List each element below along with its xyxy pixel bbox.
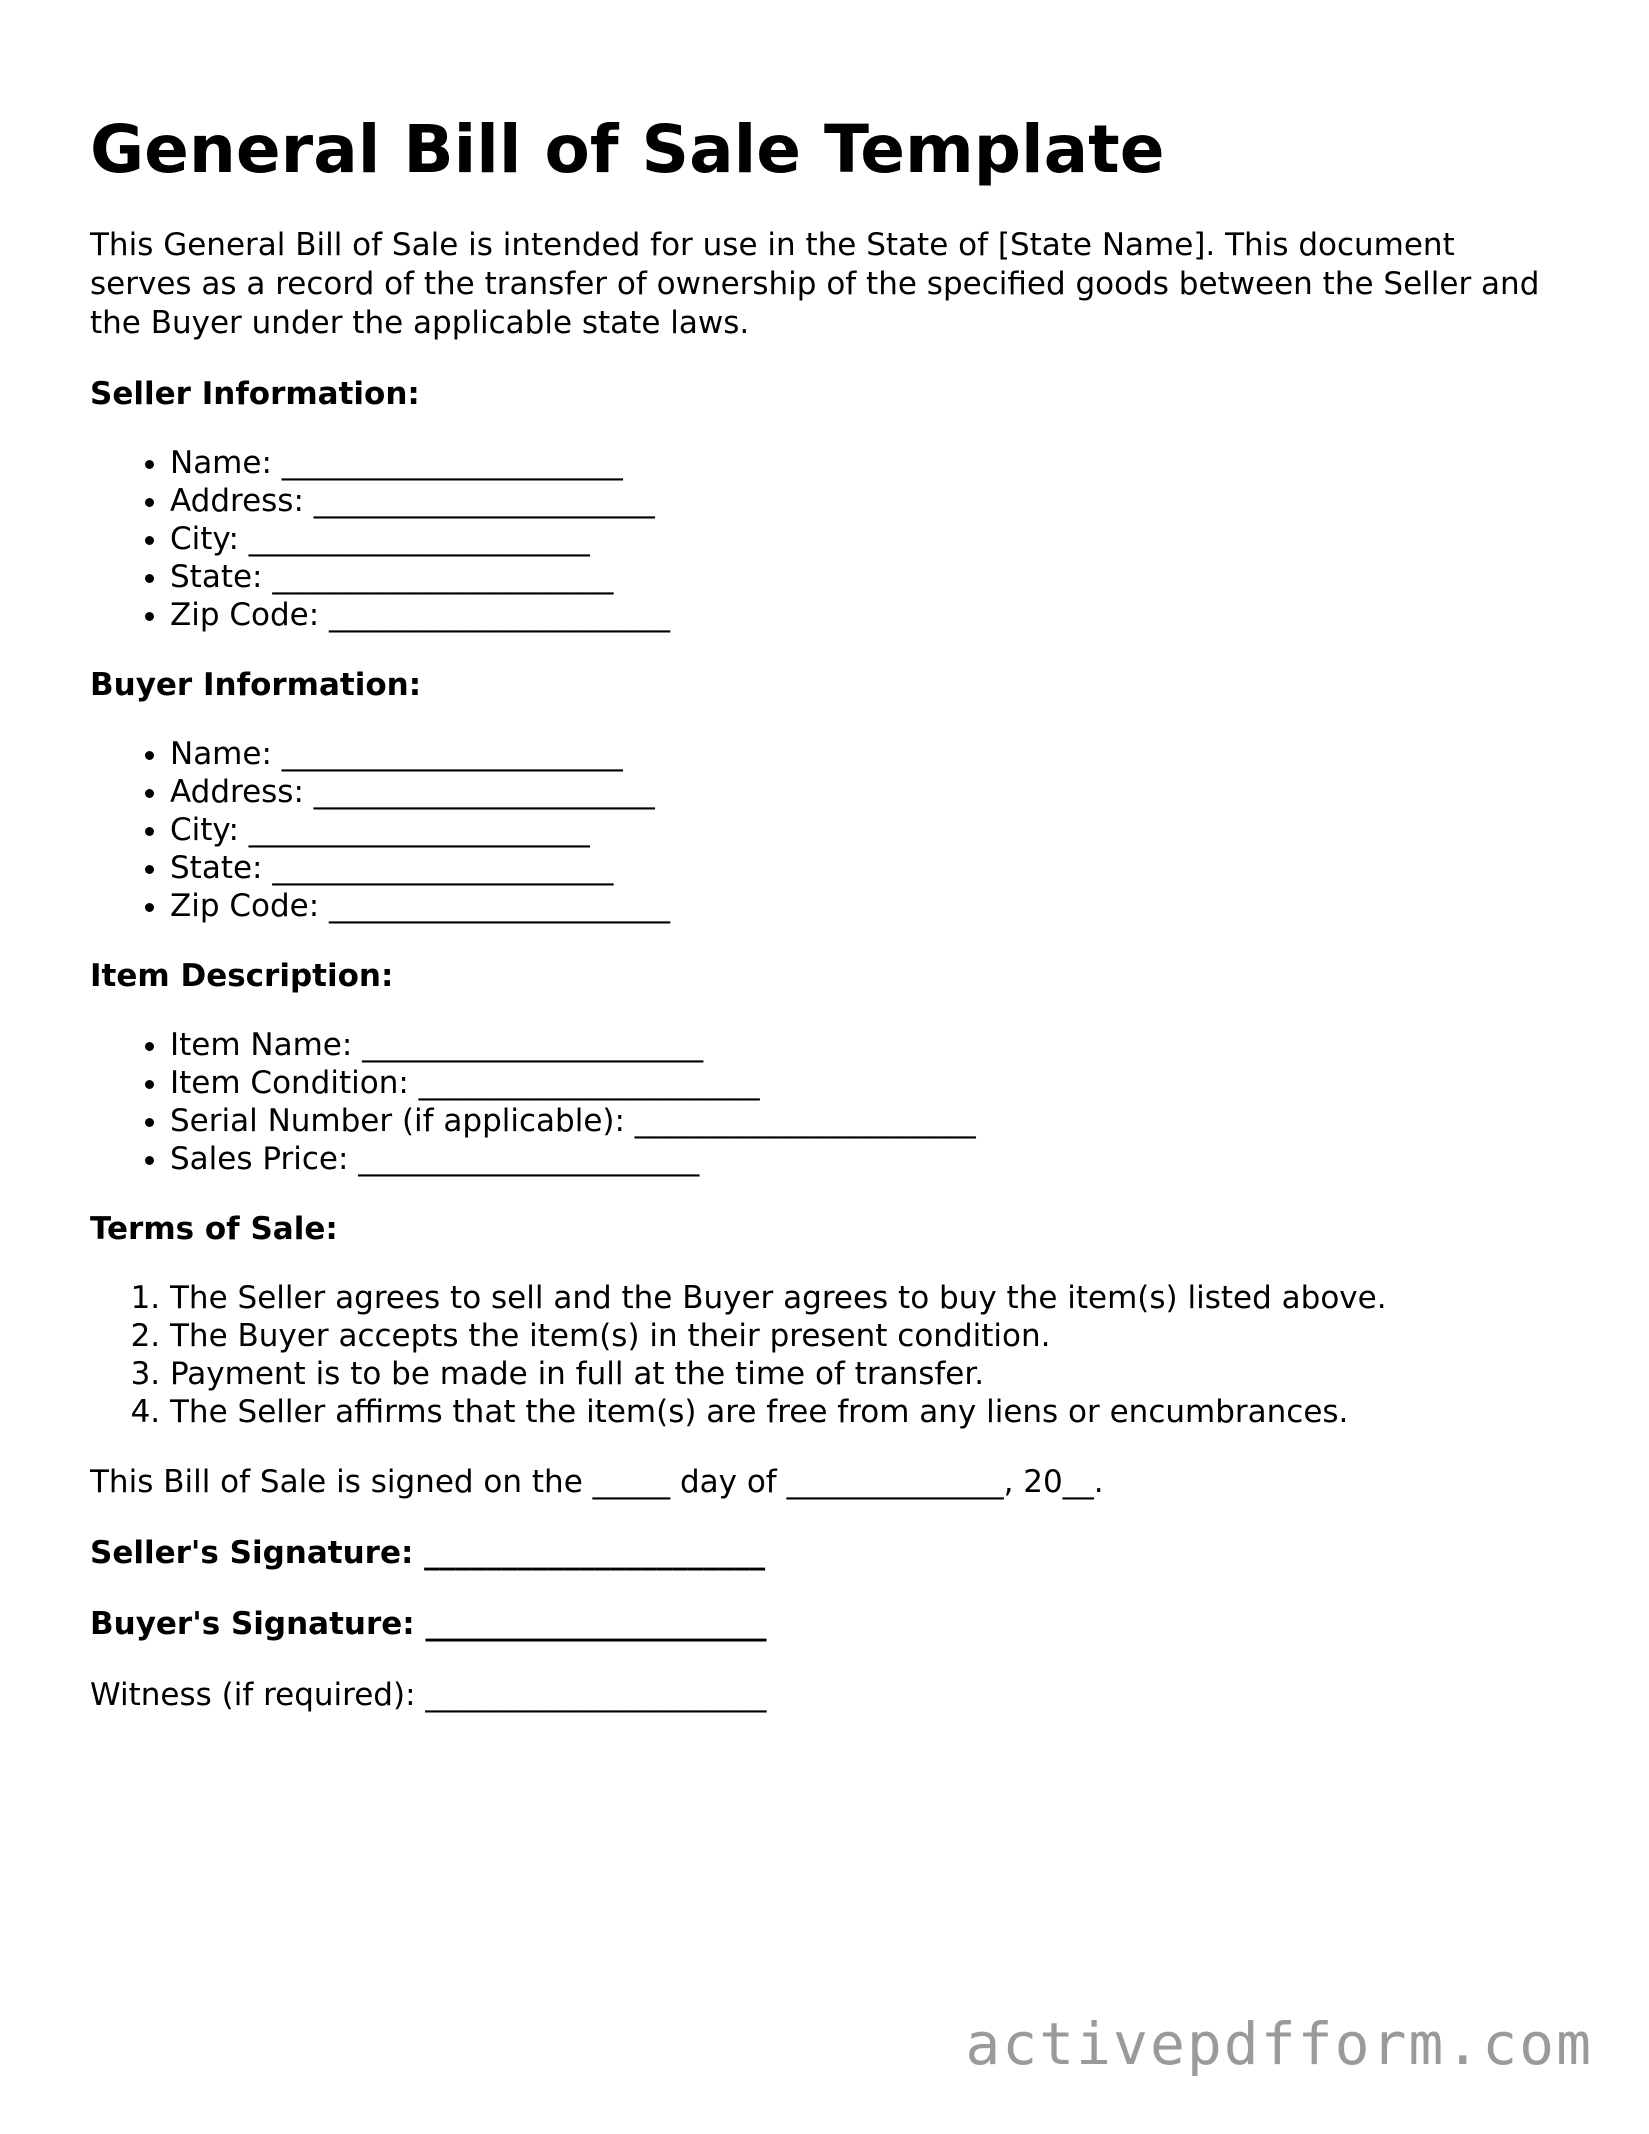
intro-paragraph: This General Bill of Sale is intended for use in the State of [State Name]. This document serves as a record of the transfer of ownership of the specified goods between the Seller and the Buyer under the applicable state laws.	[90, 227, 1540, 341]
seller-city-field: • City: ______________________	[170, 520, 1570, 558]
term-item: 1. The Seller agrees to sell and the Buyer agrees to buy the item(s) listed above.	[170, 1279, 1570, 1317]
watermark: activepdfform.com	[965, 2010, 1593, 2078]
seller-name-field: • Name: ______________________	[170, 444, 1570, 482]
buyer-city-field: • City: ______________________	[170, 811, 1570, 849]
witness-line: Witness (if required): ______________________	[90, 1677, 767, 1713]
buyer-zip-field: • Zip Code: ______________________	[170, 887, 1570, 925]
buyer-heading: Buyer Information:	[90, 667, 422, 703]
signed-on-line: This Bill of Sale is signed on the _____ day of ______________, 20__.	[90, 1464, 1104, 1500]
buyer-state-field: • State: ______________________	[170, 849, 1570, 887]
seller-state-field: • State: ______________________	[170, 558, 1570, 596]
seller-heading: Seller Information:	[90, 376, 420, 412]
buyer-name-field: • Name: ______________________	[170, 735, 1570, 773]
buyer-list	[90, 735, 1570, 925]
seller-list	[90, 444, 1570, 634]
item-price-field: • Sales Price: ______________________	[170, 1140, 1570, 1178]
page-title: General Bill of Sale Template	[90, 111, 1165, 188]
term-item: 3. Payment is to be made in full at the time of transfer.	[170, 1355, 1570, 1393]
buyer-address-field: • Address: ______________________	[170, 773, 1570, 811]
item-name-field: • Item Name: ______________________	[170, 1026, 1570, 1064]
term-item: 2. The Buyer accepts the item(s) in their present condition.	[170, 1317, 1570, 1355]
terms-heading: Terms of Sale:	[90, 1211, 338, 1247]
item-condition-field: • Item Condition: ______________________	[170, 1064, 1570, 1102]
terms-list	[90, 1279, 1570, 1431]
buyer-signature-line: Buyer's Signature: ______________________	[90, 1606, 767, 1642]
term-item: 4. The Seller affirms that the item(s) are free from any liens or encumbrances.	[170, 1393, 1570, 1431]
item-list	[90, 1026, 1570, 1178]
item-serial-field: • Serial Number (if applicable): ______________________	[170, 1102, 1570, 1140]
item-heading: Item Description:	[90, 958, 394, 994]
seller-address-field: • Address: ______________________	[170, 482, 1570, 520]
seller-zip-field: • Zip Code: ______________________	[170, 596, 1570, 634]
seller-signature-line: Seller's Signature: ______________________	[90, 1535, 766, 1571]
document-page	[90, 110, 1570, 1747]
